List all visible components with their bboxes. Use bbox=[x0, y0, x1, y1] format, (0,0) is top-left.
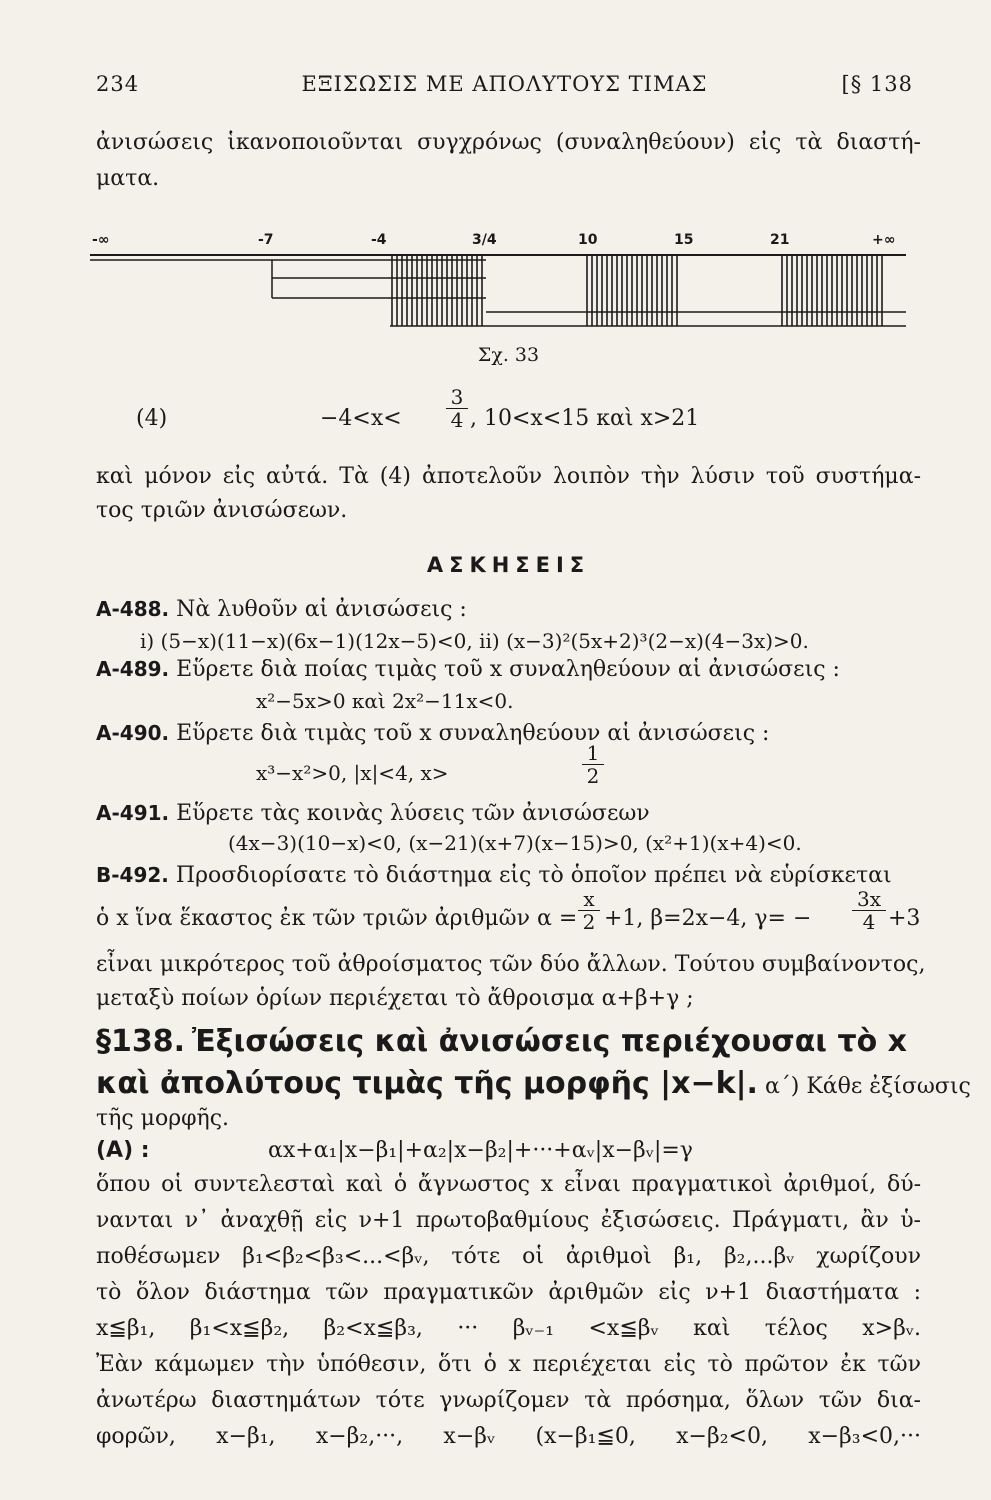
exercise-b492-line4: μεταξὺ ποίων ὁρίων περιέχεται τὸ ἄθροισμα α+β+γ ; bbox=[96, 986, 694, 1011]
equation-a: αx+α₁|x−β₁|+α₂|x−β₂|+···+αᵥ|x−βᵥ|=γ bbox=[268, 1138, 693, 1163]
para-line-8: φορῶν, x−β₁, x−β₂,···, x−βᵥ (x−β₁≦0, x−β₂<0, x−β₃<0,··· bbox=[96, 1424, 921, 1449]
label-m4: -4 bbox=[371, 232, 387, 248]
interval-diagram bbox=[90, 212, 910, 337]
running-title: ΕΞΙΣΩΣΙΣ ΜΕ ΑΠΟΛΥΤΟΥΣ ΤΙΜΑΣ bbox=[301, 72, 708, 96]
exercises-heading: ΑΣΚΗΣΕΙΣ bbox=[426, 553, 591, 577]
section-ref: [§ 138 bbox=[841, 72, 913, 96]
intro-line-1: ἀνισώσεις ἱκανοποιοῦνται συγχρόνως (συναληθεύουν) εἰς τὰ διαστή- bbox=[96, 130, 921, 155]
exercise-label: Α-488. bbox=[96, 597, 170, 621]
label-pos-inf: +∞ bbox=[872, 232, 896, 248]
result-expr-right: , 10<x<15 καὶ x>21 bbox=[470, 406, 700, 431]
figure-caption: Σχ. 33 bbox=[477, 344, 540, 366]
exercise-a490-fraction: $\frac{1}{2}$ bbox=[582, 742, 604, 787]
exercise-a490-math: x³−x²>0, |x|<4, x> bbox=[256, 761, 449, 785]
exercise-a491-math: (4x−3)(10−x)<0, (x−21)(x+7)(x−15)>0, (x²+1)(x+4)<0. bbox=[228, 831, 802, 855]
exercise-b492: Β-492. Προσδιορίσατε τὸ διάστημα εἰς τὸ ὁποῖον πρέπει νὰ εὑρίσκεται bbox=[96, 863, 892, 888]
equation-a-label: (Α) : bbox=[96, 1138, 150, 1163]
label-3-4: 3/4 bbox=[472, 232, 497, 248]
result-number: (4) bbox=[136, 406, 168, 431]
hatched-region-3 bbox=[778, 256, 886, 326]
exercise-b492-line2b: +1, β=2x−4, γ= − bbox=[604, 906, 812, 931]
section-138-title-1 bbox=[96, 1022, 921, 1065]
result-line-2: τος τριῶν ἀνισώσεων. bbox=[96, 498, 348, 523]
exercise-a488-math: i) (5−x)(11−x)(6x−1)(12x−5)<0, ii) (x−3)²(5x+2)³(2−x)(4−3x)>0. bbox=[140, 629, 809, 653]
exercise-a490: Α-490. Εὕρετε διὰ τιμὰς τοῦ x συναληθεύουν αἱ ἀνισώσεις : bbox=[96, 721, 770, 746]
section-number: §138. bbox=[96, 1024, 186, 1059]
section-138-line3: τῆς μορφῆς. bbox=[96, 1106, 230, 1131]
label-neg-inf: -∞ bbox=[92, 232, 110, 248]
exercise-a489-math: x²−5x>0 καὶ 2x²−11x<0. bbox=[256, 689, 514, 713]
intro-line-2: ματα. bbox=[96, 166, 160, 191]
section-title: Ἐξισώσεις καὶ ἀνισώσεις περιέχουσαι τὸ x bbox=[192, 1024, 907, 1059]
hatched-region-2 bbox=[584, 256, 680, 326]
gamma-fraction: $\frac{3x}{4}$ bbox=[852, 888, 886, 933]
page-header bbox=[96, 64, 913, 104]
hatched-region-1a bbox=[390, 256, 486, 280]
exercise-b492-line2a: ὁ x ἵνα ἕκαστος ἐκ τῶν τριῶν ἀριθμῶν α = bbox=[96, 906, 578, 931]
section-138-title-2: καὶ ἀπολύτους τιμὰς τῆς μορφῆς |x−k|. α΄) Κάθε ἐξίσωσις bbox=[96, 1066, 971, 1101]
result-expr-left: −4<x< bbox=[320, 406, 402, 431]
para-line-1: ὅπου οἱ συντελεσταὶ καὶ ὁ ἄγνωστος x εἶναι πραγματικοὶ ἀριθμοί, δύ- bbox=[96, 1172, 921, 1197]
label-21: 21 bbox=[770, 232, 790, 248]
result-line-1: καὶ μόνον εἰς αὐτά. Τὰ (4) ἀποτελοῦν λοιπὸν τὴν λύσιν τοῦ συστήμα- bbox=[96, 464, 921, 489]
exercise-a489: Α-489. Εὕρετε διὰ ποίας τιμὰς τοῦ x συναληθεύουν αἱ ἀνισώσεις : bbox=[96, 657, 840, 682]
exercise-a491: Α-491. Εὕρετε τὰς κοινὰς λύσεις τῶν ἀνισώσεων bbox=[96, 801, 650, 826]
para-line-6: Ἐὰν κάμωμεν τὴν ὑπόθεσιν, ὅτι ὁ x περιέχεται εἰς τὸ πρῶτον ἐκ τῶν bbox=[96, 1352, 921, 1377]
page-number: 234 bbox=[96, 72, 140, 96]
hatched-region-1b bbox=[390, 280, 486, 326]
label-10: 10 bbox=[578, 232, 598, 248]
para-line-5: x≦β₁, β₁<x≦β₂, β₂<x≦β₃, ··· βᵥ₋₁ <x≦βᵥ καὶ τέλος x>βᵥ. bbox=[96, 1316, 921, 1341]
exercise-a488: Α-488. Νὰ λυθοῦν αἱ ἀνισώσεις : bbox=[96, 597, 467, 622]
para-line-4: τὸ ὅλον διάστημα τῶν πραγματικῶν ἀριθμῶν εἰς ν+1 διαστήματα : bbox=[96, 1280, 921, 1305]
label-m7: -7 bbox=[258, 232, 274, 248]
label-15: 15 bbox=[674, 232, 694, 248]
para-line-7: ἀνωτέρω διαστημάτων τότε γνωρίζομεν τὰ πρόσημα, ὅλων τῶν δια- bbox=[96, 1388, 921, 1413]
para-line-3: ποθέσωμεν β₁<β₂<β₃<...<βᵥ, τότε οἱ ἀριθμοὶ β₁, β₂,...βᵥ χωρίζουν bbox=[96, 1244, 921, 1269]
para-line-2: νανται ν᾿ ἀναχθῇ εἰς ν+1 πρωτοβαθμίους ἐξισώσεις. Πράγματι, ἂν ὑ- bbox=[96, 1208, 921, 1233]
alpha-fraction: $\frac{x}{2}$ bbox=[578, 888, 600, 933]
exercise-b492-line2c: +3 bbox=[888, 906, 921, 931]
exercise-b492-line3: εἶναι μικρότερος τοῦ ἀθροίσματος τῶν δύο ἄλλων. Τούτου συμβαίνοντος, bbox=[96, 952, 926, 977]
result-fraction: $\frac{3}{4}$ bbox=[446, 386, 468, 431]
